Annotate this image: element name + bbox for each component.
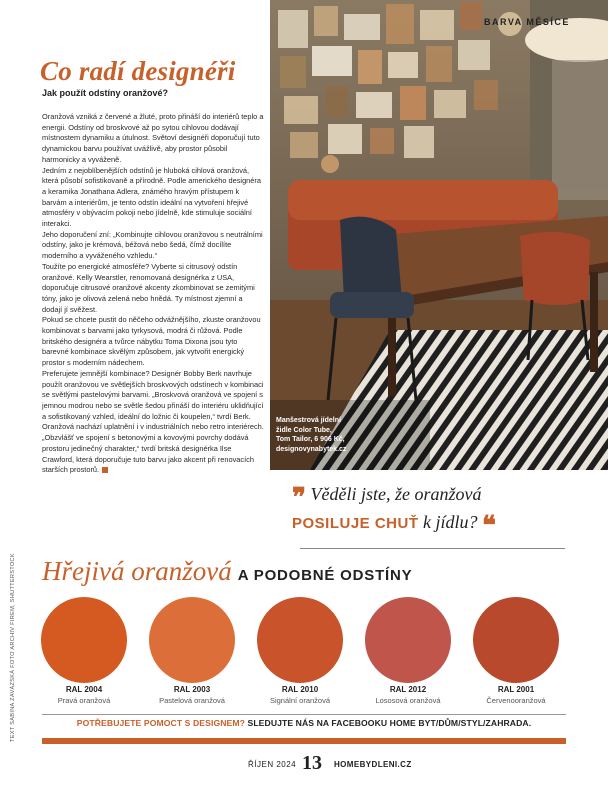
issue-date: ŘÍJEN 2024 bbox=[248, 760, 297, 769]
end-mark-icon bbox=[102, 467, 108, 473]
paragraph: Jedním z nejoblíbenějších odstínů je hluboká cihlová oranžová, která působí sofistikovaně a přírodně. Podle amerického designéra a keramika Jonathana Adlera, známého hravým přístupem k barvám a interiérům, je tento odstín ideální na vytvoření hřejivé atmosféry v obývacím pokoji nebo jídelně, kde stimuluje sociální interakci. bbox=[42, 165, 261, 229]
paragraph: Oranžová vzniká z červené a žluté, proto přináší do interiérů teplo a energii. Odstíny od broskvové až po sytou cihlovou dodávají místnostem dynamiku a útulnost. Světoví designéři doporučují tuto dynamickou barvu používat uvážlivě, aby prostor působil harmonicky a vyváženě. bbox=[42, 112, 264, 164]
banner-highlight: POTŘEBUJETE POMOCT S DESIGNEM? bbox=[76, 718, 245, 728]
swatch-code: RAL 2010 bbox=[281, 685, 319, 694]
shades-heading bbox=[42, 556, 412, 587]
color-swatch bbox=[41, 597, 127, 683]
color-swatch bbox=[149, 597, 235, 683]
swatch-name: Pastelová oranžová bbox=[159, 696, 225, 705]
close-quote-icon: ❝ bbox=[482, 511, 497, 540]
color-swatch bbox=[365, 597, 451, 683]
photo-caption bbox=[276, 416, 396, 454]
paragraph: Toužíte po energické atmosféře? Vyberte si citrusový odstín oranžové. Kelly Wearstler, renomovaná designérka z USA, doporučuje citrusové oranžové akcenty zkombinovat se zemitými tóny, jako je olivová zelená nebo hnědá. Ty místnost zjemní a dodají jí svěžest. bbox=[42, 261, 255, 314]
banner-divider bbox=[42, 714, 566, 715]
pull-quote bbox=[292, 482, 562, 538]
facebook-banner bbox=[42, 718, 566, 728]
banner-text: SLEDUJTE NÁS NA FACEBOOKU HOME BYT/DŮM/STYL/ZAHRADA. bbox=[247, 718, 532, 728]
paragraph: Preferujete jemnější kombinace? Designér Bobby Berk navrhuje použít oranžovou ve světlejších broskvových odstínech v kombinaci se světlými pastelovými barvami. „Broskvová oranžová ve spojení s jemnou modrou nebo se světle šedou přináší do interiéru uklidňující a sofistikovaný vzhled, ideální do ložnic či koupelen,“ tvrdí Berk. bbox=[42, 368, 264, 421]
swatch-name: Červenooranžová bbox=[486, 696, 546, 705]
open-quote-icon: ❞ bbox=[292, 483, 306, 512]
color-swatch bbox=[257, 597, 343, 683]
paragraph bbox=[42, 422, 264, 476]
page-number: 13 bbox=[302, 752, 322, 774]
article-title: Co radí designéři bbox=[40, 56, 236, 86]
swatch-code: RAL 2001 bbox=[497, 685, 535, 694]
caption-line: designovynabytek.cz bbox=[276, 445, 347, 453]
article-subtitle: Jak použít odstíny oranžové? bbox=[42, 88, 169, 98]
swatch-name: Pravá oranžová bbox=[57, 696, 111, 705]
photo-credit: TEXT SABINA ZAVÁZSKÁ FOTO ARCHIV FIREM, SHUTTERSTOCK bbox=[10, 553, 16, 742]
website: HOMEBYDLENI.CZ bbox=[334, 760, 412, 769]
quote-line-1 bbox=[292, 482, 562, 510]
swatch-name: Signální oranžová bbox=[269, 696, 331, 705]
shades-title-italic: Hřejivá oranžová bbox=[42, 556, 232, 586]
section-tag: BARVA MĚSÍCE bbox=[484, 17, 570, 27]
paragraph-text: Oranžová nachází uplatnění i v industriálních nebo retro interiérech. „Obzvlášť ve spojení s betonovými a kovovými povrchy dodává prostoru jedinečný charakter,“ tvrdí britská designérka Ilse Crawford, která doporučuje tuto barvu jako akcent při renovacích starších prostorů. bbox=[42, 422, 264, 475]
quote-divider bbox=[300, 548, 565, 549]
swatch-code: RAL 2012 bbox=[389, 685, 427, 694]
dining-room-illustration bbox=[270, 0, 608, 470]
banner-bar bbox=[42, 738, 566, 744]
quote-line-2 bbox=[292, 510, 562, 538]
quote-text: k jídlu? bbox=[423, 512, 478, 532]
quote-text: Věděli jste, že oranžová bbox=[310, 484, 482, 504]
swatch-name: Lososová oranžová bbox=[375, 696, 441, 705]
color-swatch bbox=[473, 597, 559, 683]
caption-line: židle Color Tube, bbox=[276, 426, 332, 434]
swatch-code: RAL 2003 bbox=[173, 685, 211, 694]
paragraph: Jeho doporučení zní: „Kombinujte cihlovou oranžovou s neutrálními odstíny, jako je krémová, béžová nebo šedá, čímž docílíte moderního a vyváženého vzhledu.“ bbox=[42, 229, 263, 261]
caption-line: Manšestrová jídelní bbox=[276, 417, 341, 424]
shades-title-bold: A PODOBNÉ ODSTÍNY bbox=[237, 567, 413, 584]
caption-line: Tom Tailor, 6 906 Kč, bbox=[276, 436, 345, 443]
paragraph: Pokud se chcete pustit do něčeho odvážnějšího, zkuste oranžovou kombinovat s barvami jako tyrkysová, modrá či růžová. Podle britského designéra a tvůrce nábytku Toma Dixona jsou tyto barevné kombinace skvělým způsobem, jak vytvořit energický prostor s moderním nádechem. bbox=[42, 315, 261, 368]
article-body bbox=[42, 112, 264, 476]
dining-room-photo bbox=[270, 0, 608, 470]
quote-highlight: POSILUJE CHUŤ bbox=[292, 515, 419, 532]
swatch-code: RAL 2004 bbox=[65, 685, 103, 694]
